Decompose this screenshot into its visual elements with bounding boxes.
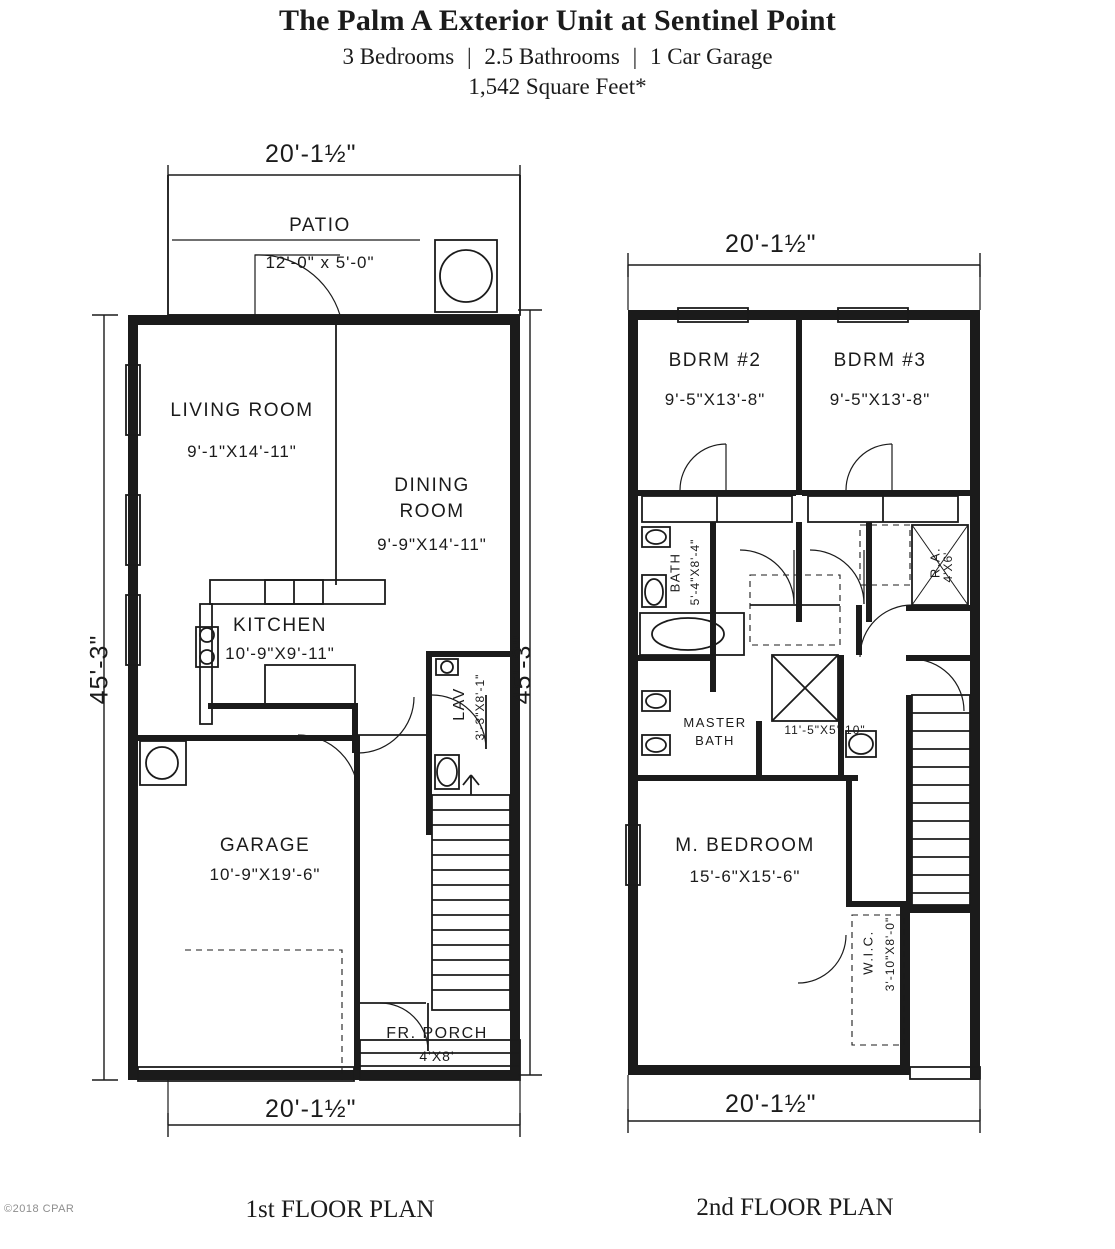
floor2-bottom-dimension: 20'-1½" <box>725 1090 817 1118</box>
room-patio-dim-wrap <box>230 253 410 273</box>
first-floor-plan <box>85 135 540 1145</box>
room-master-bath-name-2: BATH <box>695 733 735 748</box>
room-bath <box>668 538 683 608</box>
room-master-bedroom-dim: 15'-6"X15'-6" <box>689 867 801 886</box>
room-wic-name: W.I.C. <box>860 930 876 975</box>
separator-2: | <box>632 44 638 69</box>
room-bath-dim: 5'-4"X8'-4" <box>688 538 702 606</box>
room-bath-name: BATH <box>667 552 683 593</box>
room-kitchen <box>190 615 370 664</box>
room-master-bath-dim: 11'-5"X5'-10" <box>784 723 866 737</box>
room-lav <box>451 664 469 744</box>
room-bdrm3-dim: 9'-5"X13'-8" <box>829 390 931 409</box>
room-ra-name: R.A. <box>927 546 943 579</box>
second-floor-plan <box>508 135 1080 1145</box>
room-patio <box>240 215 400 237</box>
room-garage <box>165 835 365 885</box>
first-floor-label: 1st FLOOR PLAN <box>245 1196 435 1223</box>
room-bath-dim-wrap <box>688 532 702 612</box>
garage-count: 1 Car Garage <box>649 44 773 69</box>
floor1-bottom-dimension: 20'-1½" <box>265 1095 357 1123</box>
room-patio-dim: 12'-0" x 5'-0" <box>265 253 375 272</box>
plan-header <box>0 0 1115 102</box>
room-wic <box>861 913 876 993</box>
room-garage-dim: 10'-9"X19'-6" <box>209 865 321 884</box>
room-dining-name-1: DINING <box>394 475 470 496</box>
plan-summary <box>0 41 1115 72</box>
room-living-name: LIVING ROOM <box>170 400 314 421</box>
second-floor-label: 2nd FLOOR PLAN <box>696 1194 894 1221</box>
room-wic-dim: 3'-10"X8'-0" <box>883 916 897 992</box>
floor1-top-dimension: 20'-1½" <box>265 140 357 168</box>
room-bdrm2-dim: 9'-5"X13'-8" <box>664 390 766 409</box>
room-bdrm3-name: BDRM #3 <box>833 350 927 371</box>
floor2-right-dimension: 45'-3" <box>508 634 537 705</box>
room-kitchen-dim: 10'-9"X9'-11" <box>225 644 335 663</box>
room-master-bath-name-1: MASTER <box>683 715 747 730</box>
room-dining <box>352 475 512 555</box>
room-ra-dim: 4'X6' <box>941 551 955 583</box>
room-bdrm2-name: BDRM #2 <box>668 350 762 371</box>
room-lav-dim-wrap <box>473 662 487 752</box>
room-front-porch <box>362 1025 512 1064</box>
room-garage-name: GARAGE <box>219 835 311 856</box>
separator-1: | <box>467 44 472 69</box>
room-bdrm3 <box>815 350 945 410</box>
room-living <box>142 400 342 462</box>
bedrooms-count: 3 Bedrooms <box>342 44 455 69</box>
room-ra-dim-wrap <box>941 537 955 597</box>
copyright-notice: ©2018 CPAR <box>4 1203 75 1215</box>
room-lav-dim: 3'-3"X8'-1" <box>473 673 487 741</box>
room-front-porch-name: FR. PORCH <box>386 1025 488 1042</box>
second-floor-drawing <box>560 135 1080 1145</box>
square-feet: 1,542 Square Feet* <box>468 74 647 100</box>
room-dining-dim: 9'-9"X14'-11" <box>377 535 487 554</box>
room-wic-dim-wrap <box>883 909 897 999</box>
room-lav-name: LAV <box>451 687 468 721</box>
room-master-bath-dim-wrap <box>755 723 895 737</box>
room-kitchen-name: KITCHEN <box>233 615 327 636</box>
bathrooms-count: 2.5 Bathrooms <box>484 44 620 69</box>
floor2-top-dimension: 20'-1½" <box>725 230 817 258</box>
room-master-bedroom-name: M. BEDROOM <box>675 835 815 856</box>
floor1-left-dimension: 45'-3" <box>85 634 114 705</box>
room-master-bedroom <box>645 835 845 887</box>
room-living-dim: 9'-1"X14'-11" <box>187 442 297 461</box>
room-patio-name: PATIO <box>289 215 351 236</box>
room-front-porch-dim: 4'X8' <box>419 1048 455 1064</box>
room-bdrm2 <box>650 350 780 410</box>
room-dining-name-2: ROOM <box>399 501 465 522</box>
page-title: The Palm A Exterior Unit at Sentinel Point <box>279 4 836 37</box>
